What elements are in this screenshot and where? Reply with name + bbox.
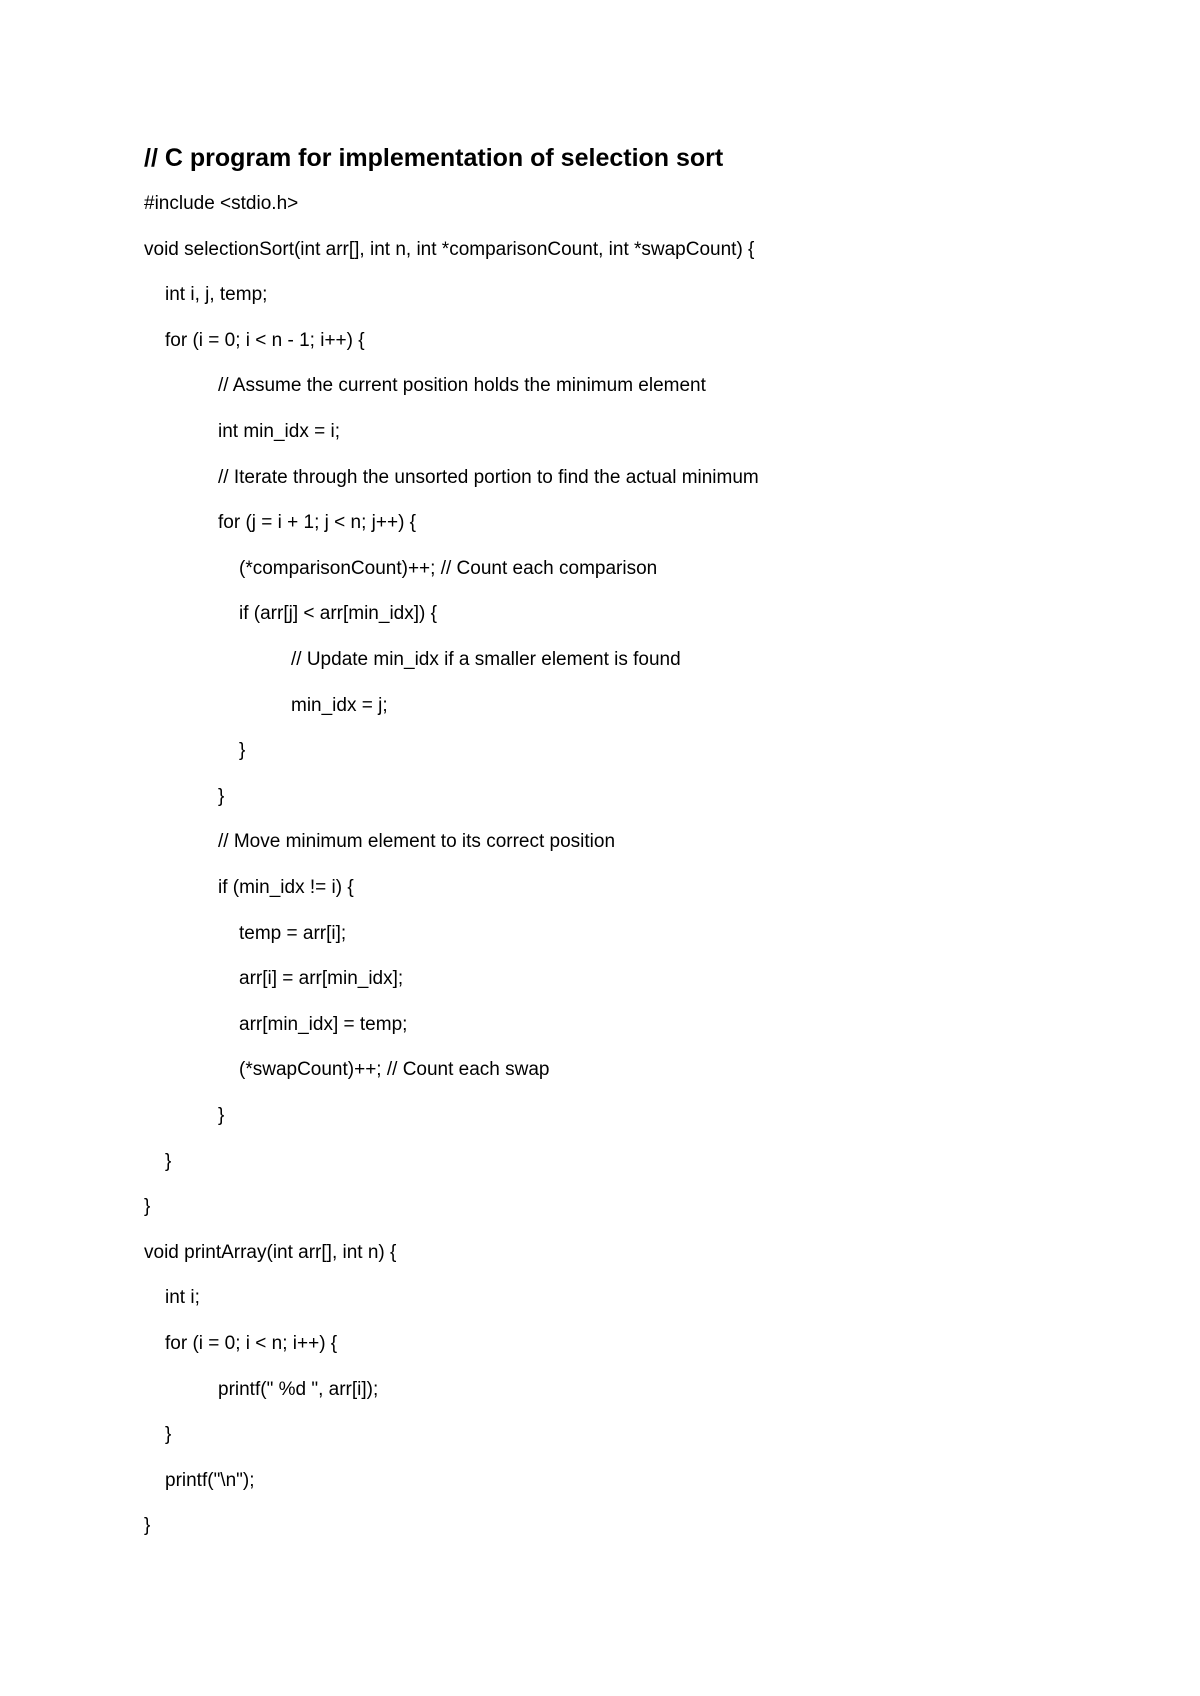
code-line: // Assume the current position holds the minimum element — [218, 375, 706, 396]
code-line: } — [239, 740, 246, 761]
code-line: for (i = 0; i < n; i++) { — [165, 1333, 338, 1354]
code-line: printf("\n"); — [165, 1470, 255, 1491]
code-line: if (arr[j] < arr[min_idx]) { — [239, 603, 437, 624]
code-line: int min_idx = i; — [218, 421, 340, 442]
code-line: #include <stdio.h> — [144, 193, 299, 214]
code-line: if (min_idx != i) { — [218, 877, 354, 898]
code-line: (*swapCount)++; // Count each swap — [239, 1059, 550, 1080]
code-line: printf(" %d ", arr[i]); — [218, 1379, 379, 1400]
code-line: for (i = 0; i < n - 1; i++) { — [165, 330, 365, 351]
code-line: arr[i] = arr[min_idx]; — [239, 968, 404, 989]
code-line: } — [218, 1105, 225, 1126]
code-line: // Update min_idx if a smaller element is found — [291, 649, 681, 670]
code-line: min_idx = j; — [291, 695, 388, 716]
code-line: for (j = i + 1; j < n; j++) { — [218, 512, 417, 533]
code-line: (*comparisonCount)++; // Count each comparison — [239, 558, 658, 579]
code-line: int i; — [165, 1287, 200, 1308]
code-line: arr[min_idx] = temp; — [239, 1014, 408, 1035]
code-line: void printArray(int arr[], int n) { — [144, 1242, 397, 1263]
code-line: // Iterate through the unsorted portion to find the actual minimum — [218, 467, 759, 488]
code-line: temp = arr[i]; — [239, 923, 347, 944]
code-line: } — [165, 1151, 172, 1172]
code-line: } — [144, 1196, 151, 1217]
document-title: // C program for implementation of selection sort — [144, 144, 724, 172]
code-line: int i, j, temp; — [165, 284, 268, 305]
code-line: // Move minimum element to its correct position — [218, 831, 616, 852]
code-line: } — [218, 786, 225, 807]
code-line: } — [144, 1515, 151, 1536]
code-line: void selectionSort(int arr[], int n, int *comparisonCount, int *swapCount) { — [144, 239, 755, 260]
code-line: } — [165, 1424, 172, 1445]
